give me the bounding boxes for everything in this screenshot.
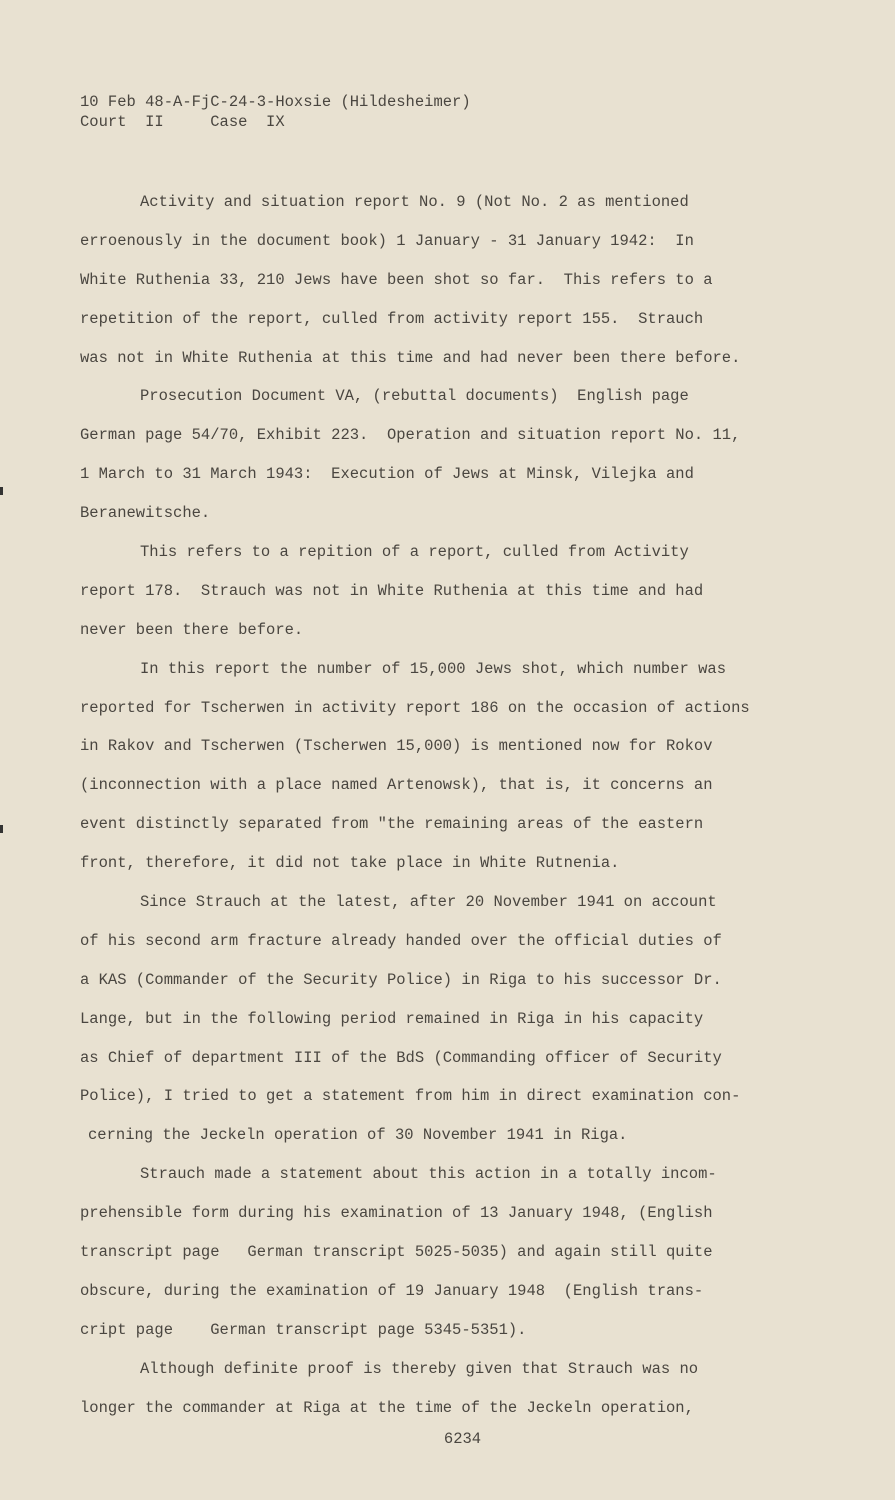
text-line: Police), I tried to get a statement from him in direct examination con-: [80, 1087, 741, 1106]
header-court-case: Court II Case IX: [80, 113, 285, 131]
text-line: prehensible form during his examination of 13 January 1948, (English: [80, 1204, 713, 1223]
text-line: Activity and situation report No. 9 (Not No. 2 as mentioned: [140, 193, 689, 211]
text-line: Beranewitsche.: [80, 504, 211, 523]
text-line: Lange, but in the following period remained in Riga in his capacity: [80, 1009, 704, 1028]
text-line: Prosecution Document VA, (rebuttal documents) English page: [140, 387, 689, 406]
text-line: erroenously in the document book) 1 January - 31 January 1942: In: [80, 231, 694, 250]
text-line: as Chief of department III of the BdS (Commanding officer of Security: [80, 1048, 722, 1067]
text-line: German page 54/70, Exhibit 223. Operation and situation report No. 11,: [80, 426, 741, 445]
text-line: event distinctly separated from "the remaining areas of the eastern: [80, 815, 704, 834]
text-line: White Ruthenia 33, 210 Jews have been shot so far. This refers to a: [80, 270, 713, 289]
text-line: transcript page German transcript 5025-5035) and again still quite: [80, 1243, 713, 1262]
text-line: never been there before.: [80, 620, 304, 639]
document-body: [80, 183, 780, 1428]
text-line: obscure, during the examination of 19 January 1948 (English trans-: [80, 1281, 704, 1300]
text-line: longer the commander at Riga at the time of the Jeckeln operation,: [80, 1398, 694, 1417]
header-reference: 10 Feb 48-A-FjC-24-3-Hoxsie (Hildesheimer): [80, 93, 471, 111]
text-line: repetition of the report, culled from activity report 155. Strauch: [80, 309, 704, 328]
text-line: of his second arm fracture already handed over the official duties of: [80, 931, 722, 950]
text-line: in Rakov and Tscherwen (Tscherwen 15,000) is mentioned now for Rokov: [80, 737, 713, 756]
text-line: This refers to a repition of a report, culled from Activity: [140, 543, 689, 562]
text-line: was not in White Ruthenia at this time and had never been there before.: [80, 348, 741, 367]
page-number: 6234: [443, 1430, 482, 1448]
page-edge-mark: [0, 825, 3, 833]
text-line: cript page German transcript page 5345-5351).: [80, 1320, 527, 1339]
text-line: Strauch made a statement about this action in a totally incom-: [140, 1165, 717, 1184]
text-line: Since Strauch at the latest, after 20 November 1941 on account: [140, 893, 717, 912]
text-line: 1 March to 31 March 1943: Execution of Jews at Minsk, Vilejka and: [80, 465, 694, 484]
text-line: In this report the number of 15,000 Jews shot, which number was: [140, 659, 726, 678]
text-line: cerning the Jeckeln operation of 30 November 1941 in Riga.: [88, 1126, 628, 1145]
text-line: (inconnection with a place named Artenowsk), that is, it concerns an: [80, 776, 713, 795]
text-line: reported for Tscherwen in activity report 186 on the occasion of actions: [80, 698, 750, 717]
document-header: [80, 92, 471, 132]
text-line: a KAS (Commander of the Security Police) in Riga to his successor Dr.: [80, 970, 722, 989]
text-line: Although definite proof is thereby given that Strauch was no: [140, 1359, 699, 1378]
text-line: front, therefore, it did not take place in White Rutnenia.: [80, 854, 620, 873]
page-edge-mark: [0, 487, 3, 495]
text-line: report 178. Strauch was not in White Ruthenia at this time and had: [80, 581, 704, 600]
